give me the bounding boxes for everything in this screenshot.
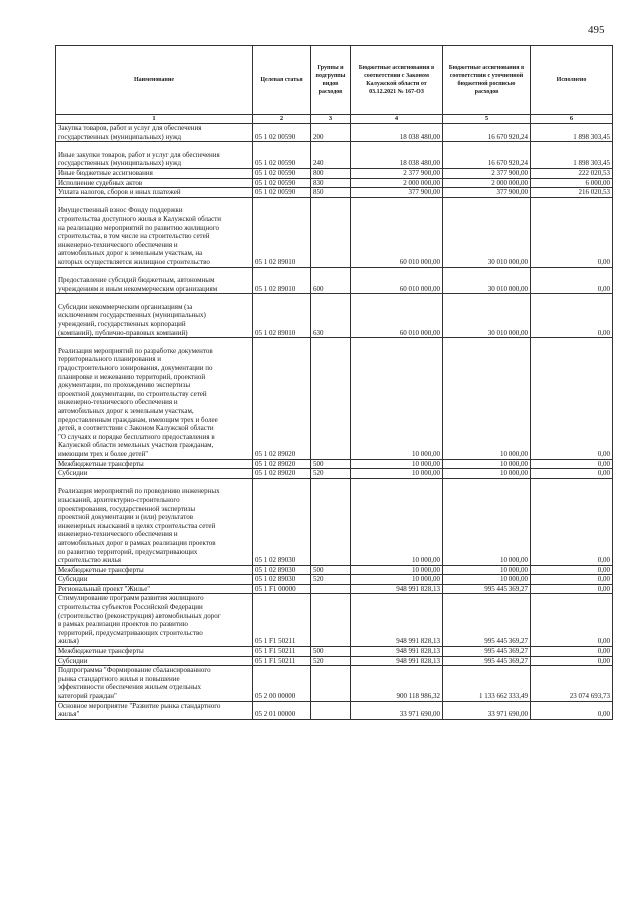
row-refined-amount: 30 010 000,00 [443,267,531,294]
row-expense-group: 800 [311,168,351,178]
row-name-text: Субсидии [58,575,88,584]
row-expense-group: 500 [311,565,351,575]
row-target-article: 05 1 02 89010 [253,197,311,267]
row-target-article: 05 1 F1 50211 [253,647,311,657]
row-law-amount: 60 010 000,00 [351,197,443,267]
row-target-article: 05 1 02 00590 [253,188,311,198]
row-name-text: Межбюджетные трансферты [58,459,144,468]
col-number: 3 [311,115,351,124]
row-name-text: Иные бюджетные ассигнования [58,168,153,177]
row-executed-amount: 0,00 [531,565,613,575]
row-law-amount: 60 010 000,00 [351,294,443,338]
row-name-text: Стимулирование программ развития жилищного строительства субъектов Российской Федерации (строительство (реконструкция) автомобильных дорог в рамках реализации проектов по развитию территорий, предусматривающих строительство жилья) [58,594,221,646]
row-target-article: 05 1 02 89020 [253,459,311,469]
row-expense-group [311,594,351,647]
table-row [56,142,613,169]
row-expense-group: 850 [311,188,351,198]
row-name [56,294,253,338]
row-name [56,478,253,565]
page-number: 495 [588,24,605,36]
row-target-article: 05 1 F1 50211 [253,594,311,647]
row-expense-group [311,478,351,565]
row-name-text: Реализация мероприятий по проведению инженерных изысканий, архитектурно-строительного проектирования, государственной экспертизы проектной документации и (или) результатов инженерных изысканий в целях строительства сетей инженерно-технического обеспечения и автомобильных дорог в рамках реализации проектов по развитию территорий, предусматривающих строительство жилья [58,487,220,565]
table-row [56,575,613,585]
row-name [56,459,253,469]
row-target-article: 05 1 02 89020 [253,469,311,479]
row-executed-amount: 0,00 [531,647,613,657]
table-row [56,178,613,188]
row-executed-amount: 23 074 693,73 [531,666,613,701]
col-header-name: Наименование [56,46,253,115]
row-law-amount: 10 000,00 [351,575,443,585]
row-name [56,701,253,719]
table-row [56,168,613,178]
table-row [56,124,613,142]
table-row [56,584,613,594]
row-refined-amount: 33 971 690,00 [443,701,531,719]
row-name-text: Закупка товаров, работ и услуг для обеспечения государственных (муниципальных) нужд [58,124,202,141]
row-refined-amount: 10 000,00 [443,478,531,565]
col-number: 2 [253,115,311,124]
table-row [56,338,613,459]
col-header-target-article: Целевая статья [253,46,311,115]
row-name-text: Иные закупки товаров, работ и услуг для обеспечения государственных (муниципальных) нужд [58,150,220,168]
row-expense-group [311,666,351,701]
row-refined-amount: 377 900,00 [443,188,531,198]
row-expense-group: 200 [311,124,351,142]
row-refined-amount: 10 000,00 [443,469,531,479]
row-law-amount: 948 991 828,13 [351,647,443,657]
row-name [56,168,253,178]
header-row [56,46,613,115]
row-executed-amount: 0,00 [531,701,613,719]
table-row [56,188,613,198]
row-refined-amount: 10 000,00 [443,575,531,585]
row-refined-amount: 30 010 000,00 [443,294,531,338]
row-expense-group [311,338,351,459]
row-refined-amount: 16 670 920,24 [443,142,531,169]
row-law-amount: 2 000 000,00 [351,178,443,188]
row-expense-group [311,701,351,719]
row-expense-group: 830 [311,178,351,188]
row-expense-group: 520 [311,656,351,666]
col-number: 1 [56,115,253,124]
row-refined-amount: 995 445 369,27 [443,584,531,594]
row-law-amount: 33 971 690,00 [351,701,443,719]
row-name-text: Межбюджетные трансферты [58,565,144,574]
row-refined-amount: 10 000,00 [443,565,531,575]
row-refined-amount: 995 445 369,27 [443,647,531,657]
row-target-article: 05 1 02 00590 [253,142,311,169]
row-refined-amount: 10 000,00 [443,459,531,469]
table-row [56,478,613,565]
row-target-article: 05 1 02 89010 [253,267,311,294]
table-row [56,469,613,479]
row-expense-group [311,584,351,594]
table-row [56,267,613,294]
row-executed-amount: 216 020,53 [531,188,613,198]
row-name-text: Субсидии некоммерческим организациям (за исключением государственных (муниципальных) учреждений, государственных корпораций (компаний), публично-правовых компаний) [58,302,206,337]
row-refined-amount: 16 670 920,24 [443,124,531,142]
row-expense-group: 520 [311,469,351,479]
row-law-amount: 18 038 480,00 [351,124,443,142]
row-name [56,197,253,267]
row-expense-group: 520 [311,575,351,585]
row-target-article: 05 1 02 00590 [253,124,311,142]
row-target-article: 05 1 F1 00000 [253,584,311,594]
col-number: 4 [351,115,443,124]
row-name-text: Исполнение судебных актов [58,178,143,187]
row-executed-amount: 0,00 [531,594,613,647]
table-body [56,124,613,720]
row-name-text: Подпрограмма "Формирование сбалансированного рынка стандартного жилья и повышение эффективности обеспечения жильем отдельных категорий граждан" [58,666,211,700]
row-executed-amount: 0,00 [531,338,613,459]
row-name [56,666,253,701]
row-expense-group: 240 [311,142,351,169]
row-executed-amount: 0,00 [531,584,613,594]
table-row [56,647,613,657]
row-law-amount: 377 900,00 [351,188,443,198]
row-executed-amount: 0,00 [531,478,613,565]
table-row [56,459,613,469]
row-law-amount: 900 118 986,32 [351,666,443,701]
row-law-amount: 10 000,00 [351,478,443,565]
row-refined-amount: 2 000 000,00 [443,178,531,188]
row-law-amount: 18 038 480,00 [351,142,443,169]
row-executed-amount: 0,00 [531,575,613,585]
row-executed-amount: 1 898 303,45 [531,124,613,142]
row-executed-amount: 6 000,00 [531,178,613,188]
row-name [56,178,253,188]
row-name [56,594,253,647]
row-name [56,469,253,479]
row-target-article: 05 1 02 89030 [253,565,311,575]
row-name [56,124,253,142]
row-law-amount: 948 991 828,13 [351,656,443,666]
table-row [56,656,613,666]
row-name [56,575,253,585]
row-target-article: 05 1 02 89020 [253,338,311,459]
table-row [56,197,613,267]
row-target-article: 05 1 02 89010 [253,294,311,338]
row-name-text: Предоставление субсидий бюджетным, автономным учреждениям и иным некоммерческим организациям [58,276,218,293]
row-target-article: 05 2 01 00000 [253,701,311,719]
row-target-article: 05 1 02 00590 [253,168,311,178]
col-number: 5 [443,115,531,124]
row-executed-amount: 0,00 [531,469,613,479]
row-law-amount: 10 000,00 [351,459,443,469]
row-law-amount: 60 010 000,00 [351,267,443,294]
row-name-text: Уплата налогов, сборов и иных платежей [58,188,181,197]
row-refined-amount: 30 010 000,00 [443,197,531,267]
row-name [56,656,253,666]
row-target-article: 05 1 02 00590 [253,178,311,188]
row-law-amount: 10 000,00 [351,565,443,575]
row-name-text: Субсидии [58,656,88,665]
row-name-text: Основное мероприятие "Развитие рынка стандартного жилья" [58,701,221,719]
row-name [56,188,253,198]
table-row [56,666,613,701]
row-executed-amount: 0,00 [531,197,613,267]
row-executed-amount: 222 020,53 [531,168,613,178]
row-law-amount: 948 991 828,13 [351,594,443,647]
row-law-amount: 10 000,00 [351,338,443,459]
table-row [56,594,613,647]
row-law-amount: 2 377 900,00 [351,168,443,178]
row-name-text: Межбюджетные трансферты [58,647,144,656]
row-name [56,338,253,459]
row-target-article: 05 1 F1 50211 [253,656,311,666]
budget-table [55,45,613,720]
col-header-law-allocations: Бюджетные ассигнования в соответствии с Законом Калужской области от 03.12.2021 № 167-ОЗ [351,46,443,115]
row-name [56,267,253,294]
row-name [56,584,253,594]
row-name-text: Субсидии [58,469,88,478]
col-header-refined-allocations: Бюджетные ассигнования в соответствии с уточненной бюджетной росписью расходов [443,46,531,115]
row-target-article: 05 2 00 00000 [253,666,311,701]
col-number: 6 [531,115,613,124]
row-executed-amount: 0,00 [531,656,613,666]
row-law-amount: 10 000,00 [351,469,443,479]
row-name-text: Региональный проект "Жилье" [58,584,151,593]
row-expense-group: 500 [311,459,351,469]
col-header-expense-groups: Группы и подгруппы видов расходов [311,46,351,115]
row-executed-amount: 0,00 [531,294,613,338]
row-refined-amount: 995 445 369,27 [443,656,531,666]
row-executed-amount: 0,00 [531,267,613,294]
row-name [56,565,253,575]
row-expense-group: 500 [311,647,351,657]
row-refined-amount: 2 377 900,00 [443,168,531,178]
row-refined-amount: 10 000,00 [443,338,531,459]
row-refined-amount: 995 445 369,27 [443,594,531,647]
column-number-row [56,115,613,124]
row-expense-group [311,197,351,267]
row-name-text: Имущественный взнос Фонду поддержки строительства доступного жилья в Калужской области на реализацию мероприятий по развитию жилищного строительства, в том числе на строительство сетей инженерно-технического обеспечения и автомобильных дорог к земельным участкам, на которых осуществляется жилищное строительство [58,206,222,266]
row-refined-amount: 1 133 662 333,49 [443,666,531,701]
row-name [56,142,253,169]
table-row [56,701,613,719]
row-expense-group: 600 [311,267,351,294]
row-executed-amount: 0,00 [531,459,613,469]
row-name [56,647,253,657]
row-target-article: 05 1 02 89030 [253,478,311,565]
row-expense-group: 630 [311,294,351,338]
row-name-text: Реализация мероприятий по разработке документов территориального планирования и градостроительного зонирования, документации по планировке и межеванию территорий, проектной документации, по прохождению экспертизы проектной документации, по строительству сетей инженерно-технического обеспечения и автомобильных дорог к земельным участкам, предоставленным гражданам, имеющим трех и более детей, в соответствии с Законом Калужской области "О случаях и порядке бесплатного предоставления в Калужской области земельных участков гражданам, имеющим трех и более детей" [58,346,218,458]
table-row [56,294,613,338]
row-executed-amount: 1 898 303,45 [531,142,613,169]
table-row [56,565,613,575]
col-header-executed: Исполнено [531,46,613,115]
row-law-amount: 948 991 828,13 [351,584,443,594]
row-target-article: 05 1 02 89030 [253,575,311,585]
